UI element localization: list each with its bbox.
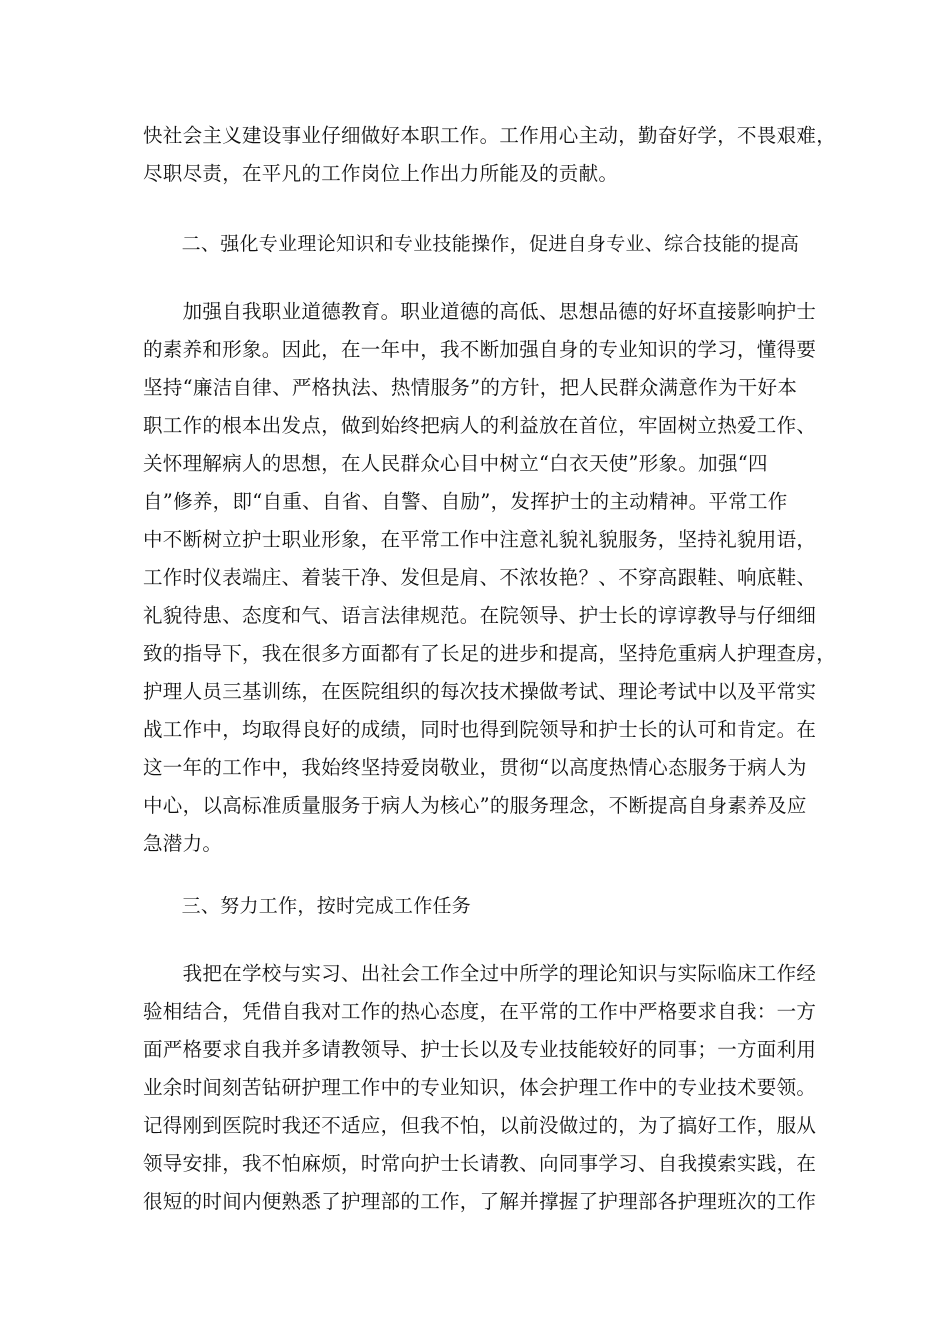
text-line: 领导安排，我不怕麻烦，时常向护士长请教、向同事学习、自我摸索实践，在 <box>143 1152 817 1175</box>
text-line: 战工作中，均取得良好的成绩，同时也得到院领导和护士长的认可和肯定。在 <box>143 718 817 741</box>
text-line: 我把在学校与实习、出社会工作全过中所学的理论知识与实际临床工作经 <box>143 962 817 985</box>
text-line: 坚持“廉洁自律、严格执法、热情服务”的方针，把人民群众满意作为干好本 <box>143 376 798 399</box>
text-line: 工作时仪表端庄、着装干净、发但是肩、不浓妆艳？、不穿高跟鞋、响底鞋、 <box>143 566 817 589</box>
text-line: 很短的时间内便熟悉了护理部的工作，了解并撑握了护理部各护理班次的工作 <box>143 1190 817 1213</box>
text-line: 自”修养，即“自重、自省、自警、自励”，发挥护士的主动精神。平常工作 <box>143 490 788 513</box>
text-line: 加强自我职业道德教育。职业道德的高低、思想品德的好坏直接影响护士 <box>143 300 817 323</box>
text-line: 关怀理解病人的思想，在人民群众心目中树立“白衣天使”形象。加强“四 <box>143 452 768 475</box>
text-line: 的素养和形象。因此，在一年中，我不断加强自身的专业知识的学习，懂得要 <box>143 338 817 361</box>
text-line: 面严格要求自我并多请教领导、护士长以及专业技能较好的同事；一方面利用 <box>143 1038 817 1061</box>
heading-text: 二、强化专业理论知识和专业技能操作，促进自身专业、综合技能的提高 <box>143 233 800 255</box>
text-line: 中不断树立护士职业形象，在平常工作中注意礼貌礼貌服务，坚持礼貌用语， <box>143 528 817 551</box>
text-line: 尽职尽责，在平凡的工作岗位上作出力所能及的贡献。 <box>143 162 619 185</box>
heading-text: 三、努力工作，按时完成工作任务 <box>143 895 472 917</box>
section-heading-three <box>143 887 813 925</box>
text-line: 快社会主义建设事业仔细做好本职工作。工作用心主动，勤奋好学，不畏艰难， <box>143 124 837 147</box>
text-line: 礼貌待患、态度和气、语言法律规范。在院领导、护士长的谆谆教导与仔细细 <box>143 604 817 627</box>
text-line: 急潜力。 <box>143 832 223 855</box>
section-heading-two <box>143 225 813 263</box>
paragraph-intro <box>143 117 837 193</box>
text-line: 护理人员三基训练，在医院组织的每次技术操做考试、理论考试中以及平常实 <box>143 680 817 703</box>
paragraph-three <box>143 955 817 1221</box>
text-line: 记得刚到医院时我还不适应，但我不怕，以前没做过的，为了搞好工作，服从 <box>143 1114 817 1137</box>
text-line: 中心，以高标准质量服务于病人为核心”的服务理念，不断提高自身素养及应 <box>143 794 807 817</box>
text-line: 职工作的根本出发点，做到始终把病人的利益放在首位，牢固树立热爱工作、 <box>143 414 817 437</box>
paragraph-two <box>143 293 837 863</box>
text-line: 业余时间刻苦钻研护理工作中的专业知识，体会护理工作中的专业技术要领。 <box>143 1076 817 1099</box>
text-line: 验相结合，凭借自我对工作的热心态度，在平常的工作中严格要求自我：一方 <box>143 1000 817 1023</box>
text-line: 这一年的工作中，我始终坚持爱岗敬业，贯彻“以高度热情心态服务于病人为 <box>143 756 807 779</box>
text-line: 致的指导下，我在很多方面都有了长足的进步和提高，坚持危重病人护理查房， <box>143 642 837 665</box>
